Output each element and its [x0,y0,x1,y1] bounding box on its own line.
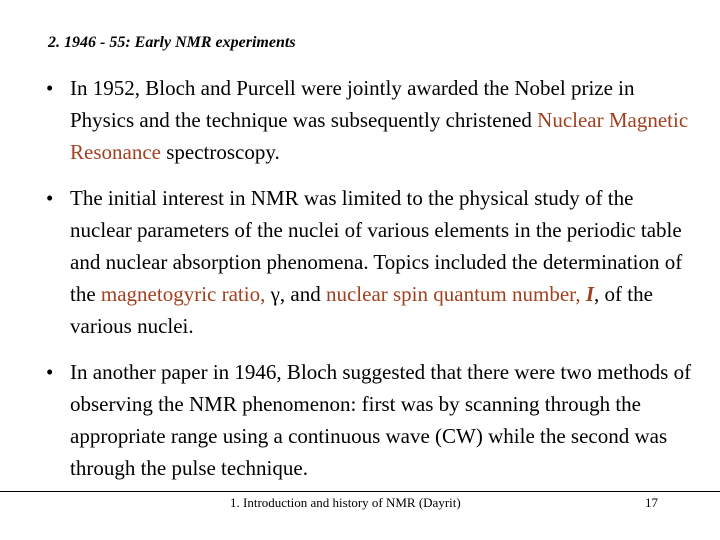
bullet-icon: • [46,360,54,384]
bullet-item-nobel-prize [46,72,696,168]
slide-title: 2. 1946 - 55: Early NMR experiments [48,34,296,51]
bullet-list [46,72,696,498]
footer-text: 1. Introduction and history of NMR (Dayrit) [230,495,461,510]
bullet-icon: • [46,76,54,100]
bullet-text: In 1952, Bloch and Purcell were jointly awarded the Nobel prize in Physics and the technique was subsequently christened [70,76,635,132]
bullet-text: spectroscopy. [160,140,280,164]
bullet-text: , of the various nuclei. [70,282,653,338]
bullet-text: In another paper in 1946, Bloch suggested that there were two methods of observing the NMR phenomenon: first was by scanning through the appropriate range using a continuous wave (CW) while the second was through the pulse technique. [70,360,692,480]
bullet-text: The initial interest in NMR was limited to the physical study of the nuclear parameters of the nuclei of various elements in the periodic table and nuclear absorption phenomena. Topics included the determination of the [70,186,683,306]
highlighted-term: Nuclear Magnetic Resonance [70,108,689,164]
gamma-symbol: γ [270,282,280,306]
bullet-text: , and [279,282,326,306]
spin-symbol: I [585,282,595,306]
highlighted-term: magnetogyric ratio, [100,282,271,306]
bullet-item-initial-interest [46,182,696,342]
bullet-icon: • [46,186,54,210]
page-number: 17 [645,495,658,510]
bullet-item-observation-methods [46,356,696,484]
highlighted-term: nuclear spin quantum number, [325,282,586,306]
footer-divider [0,491,720,492]
